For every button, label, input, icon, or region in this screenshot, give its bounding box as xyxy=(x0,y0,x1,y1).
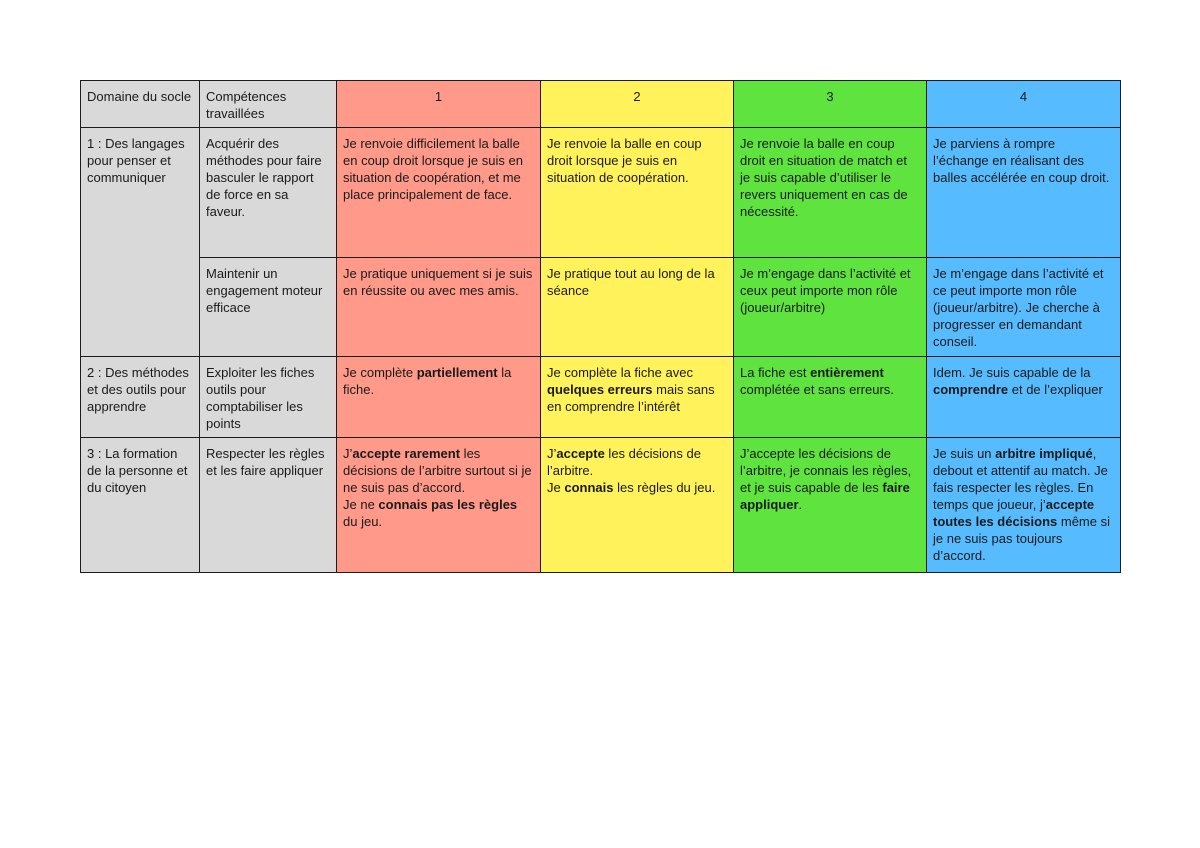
table-row xyxy=(81,357,1121,438)
level-4-cell: Je suis un arbitre impliqué, debout et attentif au match. Je fais respecter les règles. En temps que joueur, j’accepte toutes les décisions même si je ne suis pas toujours d’accord. xyxy=(927,438,1121,573)
level-3-cell: J’accepte les décisions de l’arbitre, je connais les règles, et je suis capable de les faire appliquer. xyxy=(734,438,927,573)
skill-cell: Exploiter les fiches outils pour comptabiliser les points xyxy=(200,357,337,438)
level-2-cell: Je complète la fiche avec quelques erreurs mais sans en comprendre l’intérêt xyxy=(541,357,734,438)
header-level-3: 3 xyxy=(734,81,927,128)
table-row xyxy=(81,258,1121,357)
header-row xyxy=(81,81,1121,128)
header-domain: Domaine du socle xyxy=(81,81,200,128)
domain-cell: 1 : Des langages pour penser et communiquer xyxy=(81,128,200,357)
level-1-cell: J’accepte rarement les décisions de l’arbitre surtout si je ne suis pas d’accord. Je ne connais pas les règles du jeu. xyxy=(337,438,541,573)
level-4-cell: Je parviens à rompre l’échange en réalisant des balles accélérée en coup droit. xyxy=(927,128,1121,258)
domain-cell: 3 : La formation de la personne et du citoyen xyxy=(81,438,200,573)
header-skills: Compétences travaillées xyxy=(200,81,337,128)
level-4-cell: Je m’engage dans l’activité et ce peut importe mon rôle (joueur/arbitre). Je cherche à progresser en demandant conseil. xyxy=(927,258,1121,357)
header-level-2: 2 xyxy=(541,81,734,128)
skill-cell: Respecter les règles et les faire appliquer xyxy=(200,438,337,573)
level-2-cell: Je renvoie la balle en coup droit lorsque je suis en situation de coopération. xyxy=(541,128,734,258)
level-2-cell: J’accepte les décisions de l’arbitre. Je connais les règles du jeu. xyxy=(541,438,734,573)
domain-cell: 2 : Des méthodes et des outils pour apprendre xyxy=(81,357,200,438)
level-1-cell: Je renvoie difficilement la balle en coup droit lorsque je suis en situation de coopération, et me place principalement de face. xyxy=(337,128,541,258)
header-level-4: 4 xyxy=(927,81,1121,128)
level-4-cell: Idem. Je suis capable de la comprendre et de l’expliquer xyxy=(927,357,1121,438)
evaluation-grid xyxy=(80,80,1121,573)
level-1-cell: Je pratique uniquement si je suis en réussite ou avec mes amis. xyxy=(337,258,541,357)
level-3-cell: La fiche est entièrement complétée et sans erreurs. xyxy=(734,357,927,438)
level-3-cell: Je renvoie la balle en coup droit en situation de match et je suis capable d’utiliser le revers uniquement en cas de nécessité. xyxy=(734,128,927,258)
header-level-1: 1 xyxy=(337,81,541,128)
level-3-cell: Je m’engage dans l’activité et ceux peut importe mon rôle (joueur/arbitre) xyxy=(734,258,927,357)
level-1-cell: Je complète partiellement la fiche. xyxy=(337,357,541,438)
table-row xyxy=(81,438,1121,573)
skill-cell: Acquérir des méthodes pour faire basculer le rapport de force en sa faveur. xyxy=(200,128,337,258)
level-2-cell: Je pratique tout au long de la séance xyxy=(541,258,734,357)
skill-cell: Maintenir un engagement moteur efficace xyxy=(200,258,337,357)
table-row xyxy=(81,128,1121,258)
